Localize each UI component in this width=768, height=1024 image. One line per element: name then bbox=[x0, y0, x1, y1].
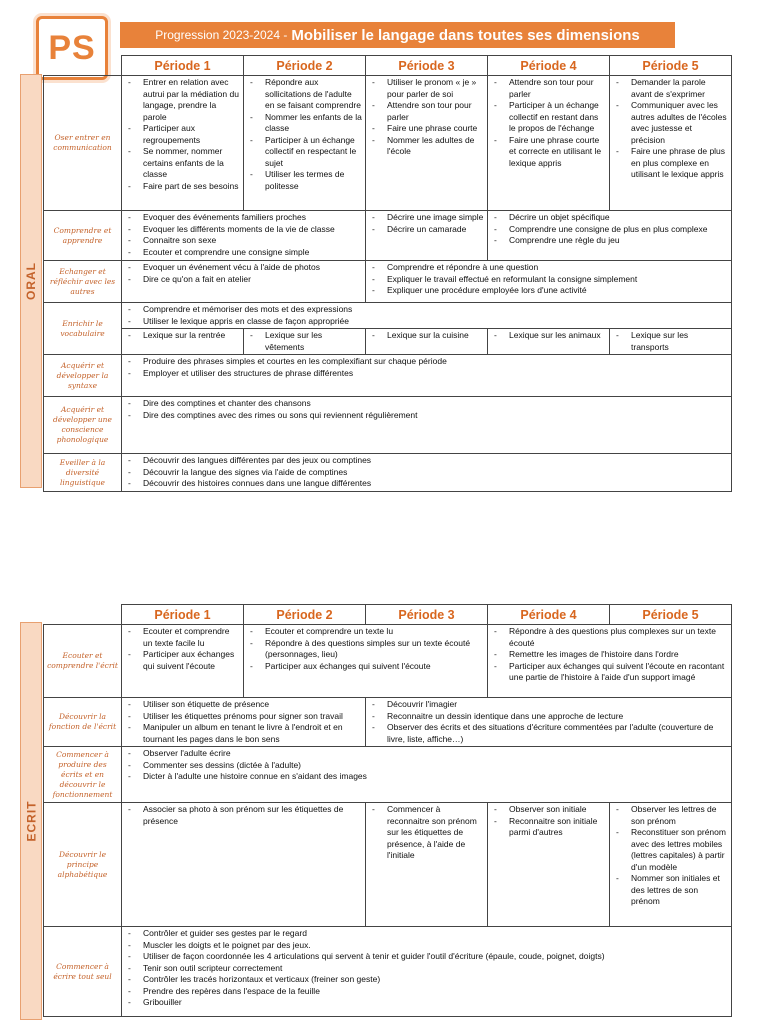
bullet-list bbox=[125, 262, 362, 285]
list-item: - Faire part de ses besoins bbox=[125, 181, 240, 193]
cell bbox=[122, 329, 244, 355]
cell bbox=[122, 355, 732, 397]
category-comprendre: Comprendre et apprendre bbox=[44, 211, 122, 261]
list-item: - Utiliser les étiquettes prénoms pour signer son travail bbox=[125, 711, 362, 723]
bullet-list bbox=[369, 77, 484, 158]
period-4-header: Période 4 bbox=[488, 605, 610, 625]
bullet-list bbox=[369, 699, 728, 745]
list-item: - Comprendre et mémoriser des mots et des expressions bbox=[125, 304, 728, 316]
list-item: - Participer à un échange collectif en restant dans le propos de l'échange bbox=[491, 100, 606, 135]
cell bbox=[244, 625, 488, 698]
row-ecouter bbox=[44, 625, 732, 698]
list-item: - Participer aux échanges qui suivent l'écoute en racontant une partie de l'histoire à l'aide d'un support imagé bbox=[491, 661, 728, 684]
list-item: - Répondre à des questions plus complexes sur un texte écouté bbox=[491, 626, 728, 649]
row-diversite bbox=[44, 454, 732, 492]
list-item: - Produire des phrases simples et courtes en les complexifiant sur chaque période bbox=[125, 356, 728, 368]
list-item: - Lexique sur les animaux bbox=[491, 330, 606, 342]
list-item: - Utiliser le lexique appris en classe de façon appropriée bbox=[125, 316, 728, 328]
period-4-header: Période 4 bbox=[488, 56, 610, 76]
period-5-header: Période 5 bbox=[610, 605, 732, 625]
bullet-list bbox=[613, 77, 728, 181]
cell bbox=[610, 329, 732, 355]
ecrit-section-label: ECRIT bbox=[20, 622, 42, 1020]
list-item: - Evoquer les différents moments de la vie de classe bbox=[125, 224, 362, 236]
category-ecrire: Commencer à écrire tout seul bbox=[44, 927, 122, 1017]
list-item: - Participer aux regroupements bbox=[125, 123, 240, 146]
list-item: - Nommer les adultes de l'école bbox=[369, 135, 484, 158]
category-oser: Oser entrer en communication bbox=[44, 76, 122, 211]
list-item: - Contrôler les tracés horizontaux et verticaux (freiner son geste) bbox=[125, 974, 728, 986]
list-item: - Ecouter et comprendre un texte facile lu bbox=[125, 626, 240, 649]
list-item: - Reconnaitre son initiale parmi d'autres bbox=[491, 816, 606, 839]
list-item: - Entrer en relation avec autrui par la médiation du langage, prendre la parole bbox=[125, 77, 240, 123]
bullet-list bbox=[125, 304, 728, 327]
row-phono bbox=[44, 397, 732, 454]
list-item: - Se nommer, nommer certains enfants de la classe bbox=[125, 146, 240, 181]
cell bbox=[488, 803, 610, 927]
cell bbox=[610, 76, 732, 211]
bullet-list bbox=[125, 748, 728, 783]
list-item: - Participer aux échanges qui suivent l'écoute bbox=[125, 649, 240, 672]
row-produire bbox=[44, 747, 732, 803]
cell bbox=[366, 803, 488, 927]
period-3-header: Période 3 bbox=[366, 56, 488, 76]
period-2-header: Période 2 bbox=[244, 56, 366, 76]
ecrit-table bbox=[43, 604, 732, 1017]
category-enrichir: Enrichir le vocabulaire bbox=[44, 303, 122, 355]
period-1-header: Période 1 bbox=[122, 605, 244, 625]
list-item: - Lexique sur la cuisine bbox=[369, 330, 484, 342]
bullet-list bbox=[491, 626, 728, 684]
cell bbox=[244, 329, 366, 355]
period-2-header: Période 2 bbox=[244, 605, 366, 625]
list-item: - Dire des comptines avec des rimes ou sons qui reviennent régulièrement bbox=[125, 410, 728, 422]
title-prefix: Progression 2023-2024 - bbox=[155, 28, 288, 42]
list-item: - Découvrir des histoires connues dans une langue différentes bbox=[125, 478, 728, 490]
list-item: - Observer des écrits et des situations d'écriture commentées par l'adulte (couverture de livre, liste, affiche…) bbox=[369, 722, 728, 745]
period-5-header: Période 5 bbox=[610, 56, 732, 76]
list-item: - Ecouter et comprendre une consigne simple bbox=[125, 247, 362, 259]
list-item: - Expliquer le travail effectué en reformulant la consigne simplement bbox=[369, 274, 728, 286]
list-item: - Utiliser son étiquette de présence bbox=[125, 699, 362, 711]
bullet-list bbox=[125, 699, 362, 745]
list-item: - Commencer à reconnaitre son prénom sur les étiquettes de présence, à l'aide de l'initiale bbox=[369, 804, 484, 862]
list-item: - Comprendre une règle du jeu bbox=[491, 235, 728, 247]
cell bbox=[122, 803, 366, 927]
bullet-list bbox=[125, 212, 362, 258]
bullet-list bbox=[247, 330, 362, 353]
list-item: - Utiliser le pronom « je » pour parler de soi bbox=[369, 77, 484, 100]
cell bbox=[366, 76, 488, 211]
bullet-list bbox=[613, 804, 728, 908]
list-item: - Observer les lettres de son prénom bbox=[613, 804, 728, 827]
list-item: - Employer et utiliser des structures de phrase différentes bbox=[125, 368, 728, 380]
list-item: - Reconstituer son prénom avec des lettres mobiles (lettres capitales) à partir d'un modèle bbox=[613, 827, 728, 873]
cell bbox=[122, 454, 732, 492]
list-item: - Communiquer avec les autres adultes de l'écoles avec justesse et précision bbox=[613, 100, 728, 146]
row-enrichir-lexique bbox=[44, 329, 732, 355]
list-item: - Dire des comptines et chanter des chansons bbox=[125, 398, 728, 410]
list-item: - Connaitre son sexe bbox=[125, 235, 362, 247]
bullet-list bbox=[125, 330, 240, 342]
cell bbox=[488, 211, 732, 261]
list-item: - Décrire un objet spécifique bbox=[491, 212, 728, 224]
category-produire: Commencer à produire des écrits et en découvrir le fonctionnement bbox=[44, 747, 122, 803]
category-syntaxe: Acquérir et développer la syntaxe bbox=[44, 355, 122, 397]
list-item: - Lexique sur les vêtements bbox=[247, 330, 362, 353]
list-item: - Muscler les doigts et le poignet par des jeux. bbox=[125, 940, 728, 952]
bullet-list bbox=[125, 77, 240, 192]
list-item: - Manipuler un album en tenant le livre à l'endroit et en tournant les pages dans le bon sens bbox=[125, 722, 362, 745]
list-item: - Commenter ses dessins (dictée à l'adulte) bbox=[125, 760, 728, 772]
list-item: - Répondre aux sollicitations de l'adulte en se faisant comprendre bbox=[247, 77, 362, 112]
list-item: - Nommer les enfants de la classe bbox=[247, 112, 362, 135]
list-item: - Dire ce qu'on a fait en atelier bbox=[125, 274, 362, 286]
list-item: - Utiliser de façon coordonnée les 4 articulations qui servent à tenir et guider l'outil d'écriture (épaule, coude, poignet, doigts) bbox=[125, 951, 728, 963]
list-item: - Faire une phrase courte et correcte en utilisant le lexique appris bbox=[491, 135, 606, 170]
bullet-list bbox=[247, 77, 362, 192]
cell bbox=[122, 76, 244, 211]
list-item: - Associer sa photo à son prénom sur les étiquettes de présence bbox=[125, 804, 362, 827]
bullet-list bbox=[613, 330, 728, 353]
list-item: - Participer aux échanges qui suivent l'écoute bbox=[247, 661, 484, 673]
ps-badge-text: PS bbox=[48, 28, 96, 67]
cell bbox=[366, 261, 732, 303]
oral-section-label: ORAL bbox=[20, 74, 42, 488]
category-echanger: Echanger et réfléchir avec les autres bbox=[44, 261, 122, 303]
list-item: - Prendre des repères dans l'espace de la feuille bbox=[125, 986, 728, 998]
list-item: - Observer l'adulte écrire bbox=[125, 748, 728, 760]
cell bbox=[122, 625, 244, 698]
list-item: - Découvrir la langue des signes via l'aide de comptines bbox=[125, 467, 728, 479]
bullet-list bbox=[491, 77, 606, 169]
cell bbox=[488, 76, 610, 211]
list-item: - Ecouter et comprendre un texte lu bbox=[247, 626, 484, 638]
bullet-list bbox=[369, 212, 484, 235]
category-phono: Acquérir et développer une conscience phonologique bbox=[44, 397, 122, 454]
list-item: - Participer à un échange collectif en respectant le sujet bbox=[247, 135, 362, 170]
cell bbox=[122, 397, 732, 454]
bullet-list bbox=[125, 398, 728, 421]
cell bbox=[366, 698, 732, 747]
cell bbox=[122, 303, 732, 329]
row-ecrire bbox=[44, 927, 732, 1017]
list-item: - Faire une phrase de plus en plus complexe en utilisant le lexique appris bbox=[613, 146, 728, 181]
cell bbox=[366, 211, 488, 261]
list-item: - Nommer son initiales et des lettres de son prénom bbox=[613, 873, 728, 908]
list-item: - Reconnaitre un dessin identique dans une approche de lecture bbox=[369, 711, 728, 723]
list-item: - Décrire une image simple bbox=[369, 212, 484, 224]
oral-table bbox=[43, 55, 732, 492]
list-item: - Comprendre une consigne de plus en plus complexe bbox=[491, 224, 728, 236]
cell bbox=[122, 211, 366, 261]
bullet-list bbox=[491, 330, 606, 342]
list-item: - Attendre son tour pour parler bbox=[369, 100, 484, 123]
list-item: - Observer son initiale bbox=[491, 804, 606, 816]
row-enrichir-general bbox=[44, 303, 732, 329]
cell bbox=[122, 261, 366, 303]
bullet-list bbox=[125, 455, 728, 490]
bullet-list bbox=[491, 804, 606, 839]
period-3-header: Période 3 bbox=[366, 605, 488, 625]
category-principe: Découvrir le principe alphabétique bbox=[44, 803, 122, 927]
bullet-list bbox=[491, 212, 728, 247]
cell bbox=[488, 329, 610, 355]
list-item: - Répondre à des questions simples sur un texte écouté (personnages, lieu) bbox=[247, 638, 484, 661]
list-item: - Lexique sur les transports bbox=[613, 330, 728, 353]
title-main: Mobiliser le langage dans toutes ses dimensions bbox=[291, 26, 640, 44]
list-item: - Utiliser les termes de politesse bbox=[247, 169, 362, 192]
title-banner bbox=[120, 22, 675, 48]
row-oser bbox=[44, 76, 732, 211]
list-item: - Evoquer des événements familiers proches bbox=[125, 212, 362, 224]
list-item: - Décrire un camarade bbox=[369, 224, 484, 236]
ecrit-header-row bbox=[44, 605, 732, 625]
bullet-list bbox=[125, 804, 362, 827]
cell bbox=[122, 747, 732, 803]
list-item: - Découvrir des langues différentes par des jeux ou comptines bbox=[125, 455, 728, 467]
list-item: - Gribouiller bbox=[125, 997, 728, 1009]
list-item: - Demander la parole avant de s'exprimer bbox=[613, 77, 728, 100]
cell bbox=[488, 625, 732, 698]
cell bbox=[610, 803, 732, 927]
list-item: - Remettre les images de l'histoire dans l'ordre bbox=[491, 649, 728, 661]
cell bbox=[366, 329, 488, 355]
list-item: - Dicter à l'adulte une histoire connue en s'aidant des images bbox=[125, 771, 728, 783]
list-item: - Evoquer un événement vécu à l'aide de photos bbox=[125, 262, 362, 274]
category-fonction: Découvrir la fonction de l'écrit bbox=[44, 698, 122, 747]
list-item: - Attendre son tour pour parler bbox=[491, 77, 606, 100]
row-principe bbox=[44, 803, 732, 927]
list-item: - Comprendre et répondre à une question bbox=[369, 262, 728, 274]
list-item: - Faire une phrase courte bbox=[369, 123, 484, 135]
bullet-list bbox=[369, 330, 484, 342]
list-item: - Lexique sur la rentrée bbox=[125, 330, 240, 342]
bullet-list bbox=[125, 356, 728, 379]
row-comprendre bbox=[44, 211, 732, 261]
bullet-list bbox=[125, 626, 240, 672]
list-item: - Découvrir l'imagier bbox=[369, 699, 728, 711]
row-fonction bbox=[44, 698, 732, 747]
bullet-list bbox=[369, 804, 484, 862]
list-item: - Expliquer une procédure employée lors d'une activité bbox=[369, 285, 728, 297]
cell bbox=[122, 698, 366, 747]
row-echanger bbox=[44, 261, 732, 303]
period-1-header: Période 1 bbox=[122, 56, 244, 76]
cell bbox=[244, 76, 366, 211]
category-ecouter: Ecouter et comprendre l'écrit bbox=[44, 625, 122, 698]
bullet-list bbox=[369, 262, 728, 297]
row-syntaxe bbox=[44, 355, 732, 397]
category-diversite: Eveiller à la diversité linguistique bbox=[44, 454, 122, 492]
list-item: - Tenir son outil scripteur correctement bbox=[125, 963, 728, 975]
list-item: - Contrôler et guider ses gestes par le regard bbox=[125, 928, 728, 940]
oral-header-row bbox=[44, 56, 732, 76]
cell bbox=[122, 927, 732, 1017]
bullet-list bbox=[247, 626, 484, 672]
bullet-list bbox=[125, 928, 728, 1009]
